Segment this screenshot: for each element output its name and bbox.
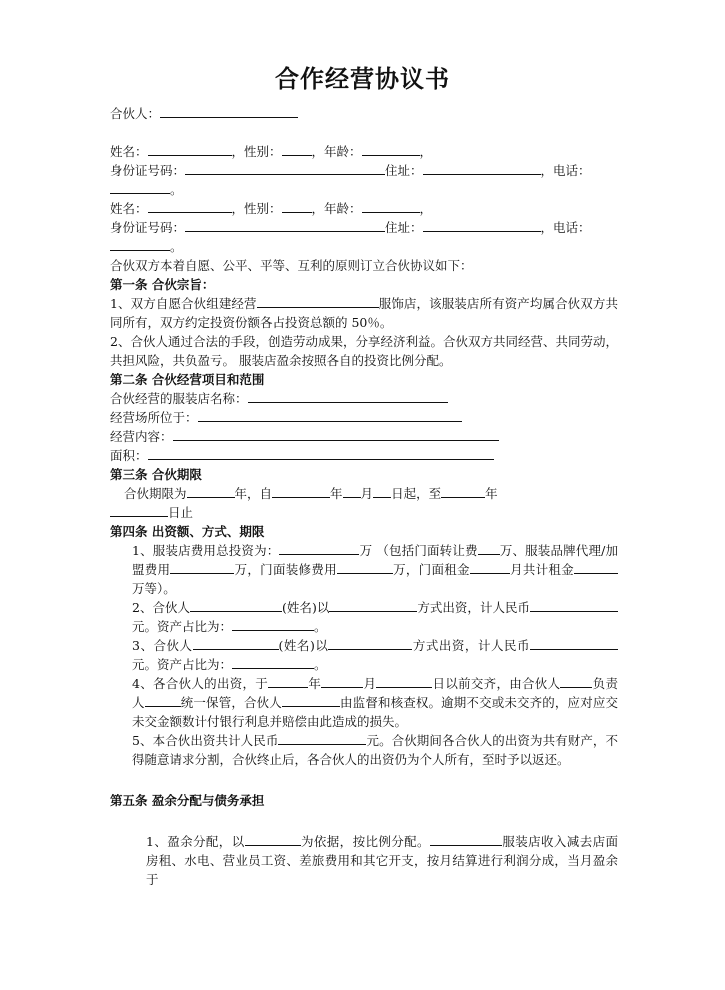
article4-para3: 3、合伙人 (姓名)以 方式出资，计人民币元。资产占比为： 。 [110, 636, 618, 674]
person1-name-line: 姓名： ，性别： ，年龄： ， [110, 144, 433, 159]
area-line: 面积： [110, 446, 618, 465]
intro-text: 合伙双方本着自愿、公平、平等、互利的原则订立合伙协议如下： [110, 258, 473, 273]
article1-para2: 2、合伙人通过合法的手段，创造劳动成果，分享经济利益。合伙双方共同经营、共同劳动，共担风险，共负盈亏。 服装店盈余按照各自的投资比例分配。 [110, 334, 618, 368]
gender-blank [282, 142, 312, 156]
gender-blank [282, 199, 312, 213]
person1-id-line: 身份证号码： 住址： ，电话： [110, 163, 591, 178]
article4-para4: 4、各合伙人的出资，于 年 月 日以前交齐，由合伙人 负责人 统一保管，合伙人 由监督和核查权。逾期不交或未交齐的，应对应交未交金额数计付银行利息并赔偿由此造成的损失。 [132, 676, 618, 729]
age-blank [362, 142, 420, 156]
article3-heading: 第三条 合伙期限 [110, 467, 202, 482]
name-blank [148, 142, 232, 156]
age-blank [362, 199, 420, 213]
person2-phone-line: 。 [110, 237, 618, 256]
article4-heading: 第四条 出资额、方式、期限 [110, 524, 265, 539]
id-blank [185, 218, 385, 232]
article1-para1: 1、双方自愿合伙组建经营 服饰店，该服装店所有资产均属合伙双方共同所有，双方约定投资份额各占投资总额的 50％。 [110, 296, 618, 330]
partner-blank [160, 104, 298, 118]
document-body [110, 104, 618, 889]
phone-blank [110, 237, 170, 251]
content-line: 经营内容： [110, 427, 618, 446]
article1-heading: 第一条 合伙宗旨： [110, 277, 215, 292]
article5-heading: 第五条 盈余分配与债务承担 [110, 793, 265, 808]
document-title: 合作经营协议书 [275, 64, 450, 93]
term-line: 合伙期限为 年，自 年 月 日起，至 年 [124, 486, 498, 501]
address-blank [423, 161, 541, 175]
partner-line [110, 104, 618, 123]
person2-name-line: 姓名： ，性别： ，年龄： ， [110, 201, 433, 216]
person1-phone-line: 。 [110, 180, 618, 199]
phone-blank [110, 180, 170, 194]
article4-para5: 5、本合伙出资共计人民币 元。合伙期间各合伙人的出资为共有财产，不得随意请求分割，合伙终止后，各合伙人的出资仍为个人所有，至时予以返还。 [132, 733, 618, 767]
term-end-line: 日止 [110, 503, 618, 522]
location-line: 经营场所位于： [110, 408, 618, 427]
id-blank [185, 161, 385, 175]
name-blank [148, 199, 232, 213]
article5-para1: 1、盈余分配，以 为依据，按比例分配。 服装店收入减去店面房租、水电、营业员工资、差旅费用和其它开支，按月结算进行利润分成，当月盈余于 [146, 834, 618, 887]
person2-id-line: 身份证号码： 住址： ，电话： [110, 220, 591, 235]
article2-heading: 第二条 合伙经营项目和范围 [110, 372, 265, 387]
address-blank [423, 218, 541, 232]
partner-label: 合伙人： [110, 106, 161, 121]
store-name-line: 合伙经营的服装店名称： [110, 389, 618, 408]
article4-para1: 1、服装店费用总投资为： 万 （包括门面转让费 万、服装品牌代理/加盟费用 万，门面装修费用 万，门面租金 月共计租金万等）。 [132, 543, 618, 596]
article4-para2: 2、合伙人 (姓名)以 方式出资，计人民币元。资产占比为： 。 [110, 598, 618, 636]
